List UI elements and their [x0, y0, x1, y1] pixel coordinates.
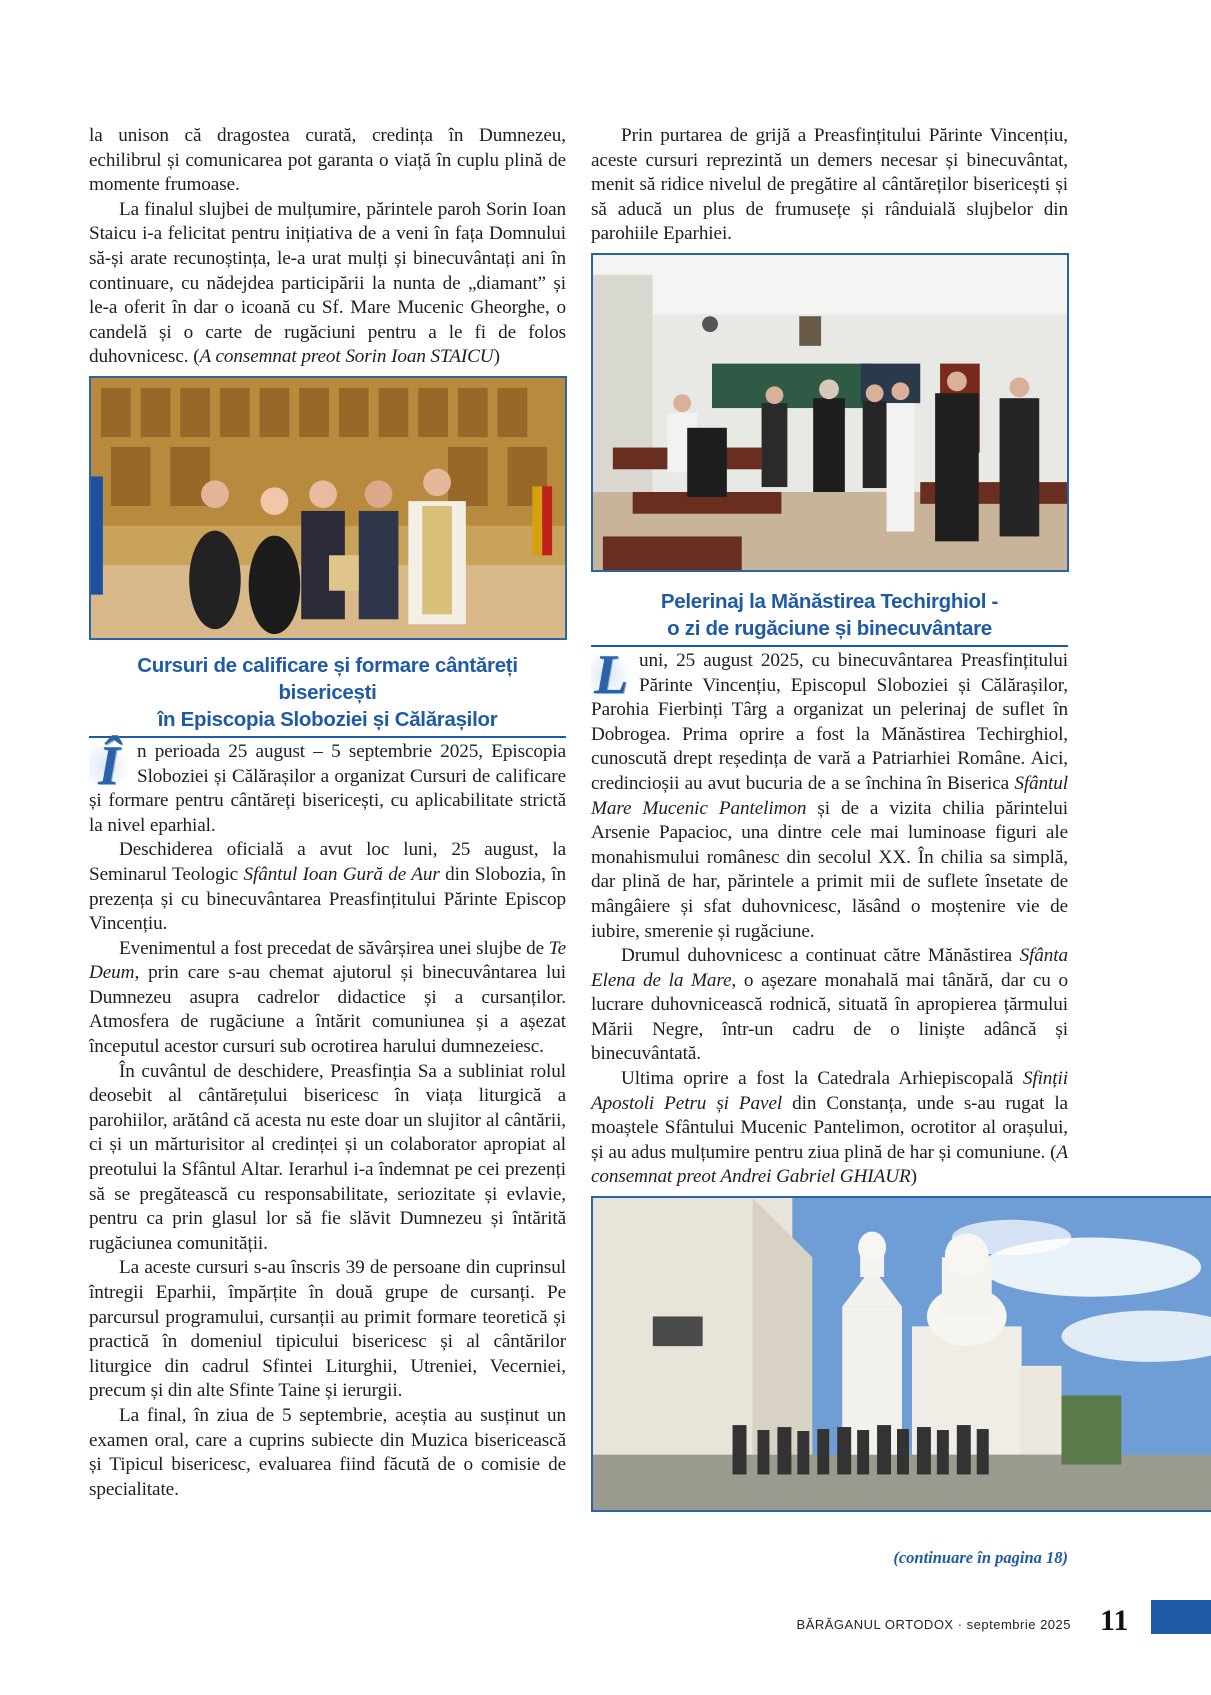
- article-cursuri: [89, 652, 566, 1502]
- author-credit: A consemnat preot Andrei Gabriel GHIAUR: [591, 1141, 1068, 1188]
- author-credit: A consemnat preot Sorin Ioan STAICU: [199, 346, 494, 368]
- emphasis: Sfântul Mare Mucenic Pantelimon: [591, 772, 1068, 819]
- paragraph: La final, în ziua de 5 septembrie, aceștia au susținut un examen oral, care a cuprins subiecte din Muzica bisericească și Tipicul bisericesc, evaluarea fiind făcută de o comisie de specialitate.: [89, 1404, 566, 1500]
- paragraph-text: , o așezare monahală mai tânără, dar cu o lucrare duhovnicească rodnică, situată în apropierea țărmului Mării Negre, într-un cadru de o liniște adâncă și binecuvântată.: [591, 969, 1068, 1065]
- paragraph: [591, 944, 1068, 1067]
- article-pelerinaj: [591, 588, 1068, 1190]
- paragraph: La aceste cursuri s-au înscris 39 de persoane din cuprinsul întregii Eparhii, împărțite în două grupe de cursanți. Pe parcursul programului, cursanții au primit formare teoretică și practică în domeniul tipicului bisericesc și al cântărilor liturgice din cadrul Sfintei Liturghii, Utreniei, Vecerniei, precum și din alte Sfinte Taine și ierurgii.: [89, 1257, 566, 1402]
- paragraph: la unison că dragostea curată, credința în Dumnezeu, echilibrul și comunicarea pot garanta o viață în cuplu plină de momente frumoase.: [89, 125, 566, 196]
- paragraph: [89, 734, 566, 838]
- paragraph-text: din Slobozia, în prezența și cu binecuvântarea Preasfințitului Părinte Episcop Vincențiu.: [89, 863, 566, 935]
- footer-masthead: BĂRĂGANUL ORTODOX · septembrie 2025: [796, 1617, 1071, 1632]
- paragraph-text: , prin care s-au chemat ajutorul și binecuvântarea lui Dumnezeu asupra cadrelor didactice și a cursanților. Atmosfera de rugăciune a întărit comuniunea și a așezat începutul acestor cursuri sub ocrotirea harului dumnezeiesc.: [89, 962, 566, 1058]
- article-title-line: o zi de rugăciune și binecuvântare: [667, 616, 992, 640]
- footer-accent-bar: [1151, 1600, 1211, 1634]
- emphasis: Te Deum: [89, 937, 566, 984]
- paragraph-text: Evenimentul a fost precedat de săvârșirea unei slujbe de: [119, 937, 549, 959]
- paragraph: [89, 198, 566, 370]
- paragraph: [89, 937, 566, 1060]
- paragraph-text: din Constanța, unde s-au rugat la moaștele Sfântului Mucenic Pantelimon, ocrotitor al orașului, și au adus mulțumire pentru ziua plină de har și comuniune. (: [591, 1092, 1068, 1163]
- paragraph-text: ): [493, 346, 500, 368]
- paragraph-text: uni, 25 august 2025, cu binecuvântarea Preasfințitului Părinte Vincențiu, Episcopul Sloboziei și Călărașilor, Parohia Fierbinți Târg a organizat un pelerinaj de suflet în Dobrogea. Prima oprire a fost la Mănăstirea Techirghiol, cunoscută drept reședința de vară a Patriarhiei Române. Aici, credincioșii au avut bucuria de a se închina în Biserica: [591, 649, 1068, 794]
- article-title: [591, 588, 1068, 647]
- article-title-line: Pelerinaj la Mănăstirea Techirghiol -: [660, 589, 999, 613]
- emphasis: Sfinții Apostoli Petru și Pavel: [591, 1068, 1068, 1114]
- article-title: [89, 652, 566, 738]
- paragraph-text: Drumul duhovnicesc a continuat către Mănăstirea: [621, 945, 1020, 967]
- cathedral-photo: [591, 1196, 1211, 1512]
- paragraph: [591, 643, 1069, 944]
- right-column: [591, 124, 1068, 1512]
- classroom-photo-drawing: [593, 255, 1067, 570]
- left-column: [89, 124, 566, 1502]
- anniversary-photo: [89, 376, 567, 640]
- paragraph-text: n perioada 25 august – 5 septembrie 2025, Episcopia Sloboziei și Călărașilor a organizat Cursuri de calificare și formare pentru cântăreți bisericești, cu aplicabilitate strictă la nivel eparhial.: [89, 740, 566, 836]
- classroom-photo: [591, 253, 1069, 572]
- anniversary-photo-drawing: [91, 378, 565, 638]
- paragraph: În cuvântul de deschidere, Preasfinția Sa a subliniat rolul deosebit al cântărețului bisericesc în viața liturgică a parohiilor, arătând că acesta nu este doar un slujitor al cântării, ci și un mărturisitor al credinței și un colaborator apropiat al preotului la Sfântul Altar. Ierarhul i-a îndemnat pe cei prezenți să se pregătească cu responsabilitate, seriozitate și evlavie, pentru ca prin glasul lor să fie slăvit Dumnezeu și întărită rugăciunea comunității.: [89, 1060, 566, 1254]
- paragraph: [89, 838, 566, 936]
- paragraph-text: La finalul slujbei de mulțumire, părintele paroh Sorin Ioan Staicu i-a felicitat pentru inițiativa de a veni în fața Domnului să-și arate recunoștința, le-a urat mulți și binecuvântați ani în continuare, cu nădejdea participării la nunta de „diamant” și le-a oferit în dar o icoană cu Sf. Mare Mucenic Gheorghe, o candelă și o carte de rugăciuni pentru a le fi de folos duhovnicesc. (: [89, 198, 566, 368]
- paragraph: [591, 1067, 1068, 1190]
- cathedral-photo-drawing: [593, 1198, 1211, 1510]
- paragraph-text: Ultima oprire a fost la Catedrala Arhiepiscopală: [621, 1068, 1023, 1090]
- emphasis: Sfântul Ioan Gură de Aur: [243, 863, 440, 885]
- continuation-note: (continuare în pagina 18): [893, 1548, 1068, 1567]
- emphasis: Sfânta Elena de la Mare: [591, 945, 1068, 991]
- paragraph-text: ): [910, 1166, 917, 1188]
- article-title-line: Cursuri de calificare și formare cântăreți bisericești: [137, 653, 518, 704]
- article-title-line: în Episcopia Sloboziei și Călărașilor: [157, 707, 498, 731]
- page-number: 11: [1100, 1604, 1129, 1637]
- paragraph: Prin purtarea de grijă a Preasfințitului Părinte Vincențiu, aceste cursuri reprezintă un demers necesar și binecuvântat, menit să ridice nivelul de pregătire al cântăreților bisericești și să aducă un plus de frumusețe și rânduială slujbelor din parohiile Eparhiei.: [591, 125, 1068, 245]
- paragraph-text: și de a vizita chilia părintelui Arsenie Papacioc, una dintre cele mai luminoase figuri ale monahismului românesc din secolul XX. În chilia sa simplă, dar plină de har, părintele a primit mii de suflete însetate de mângâiere și sfat duhovnicesc, lăsând o moștenire vie de iubire, smerenie și rugăciune.: [591, 797, 1069, 942]
- paragraph-text: Deschiderea oficială a avut loc luni, 25 august, la Seminarul Teologic: [89, 839, 566, 885]
- drop-cap: Î: [89, 743, 129, 789]
- drop-cap: L: [591, 652, 631, 698]
